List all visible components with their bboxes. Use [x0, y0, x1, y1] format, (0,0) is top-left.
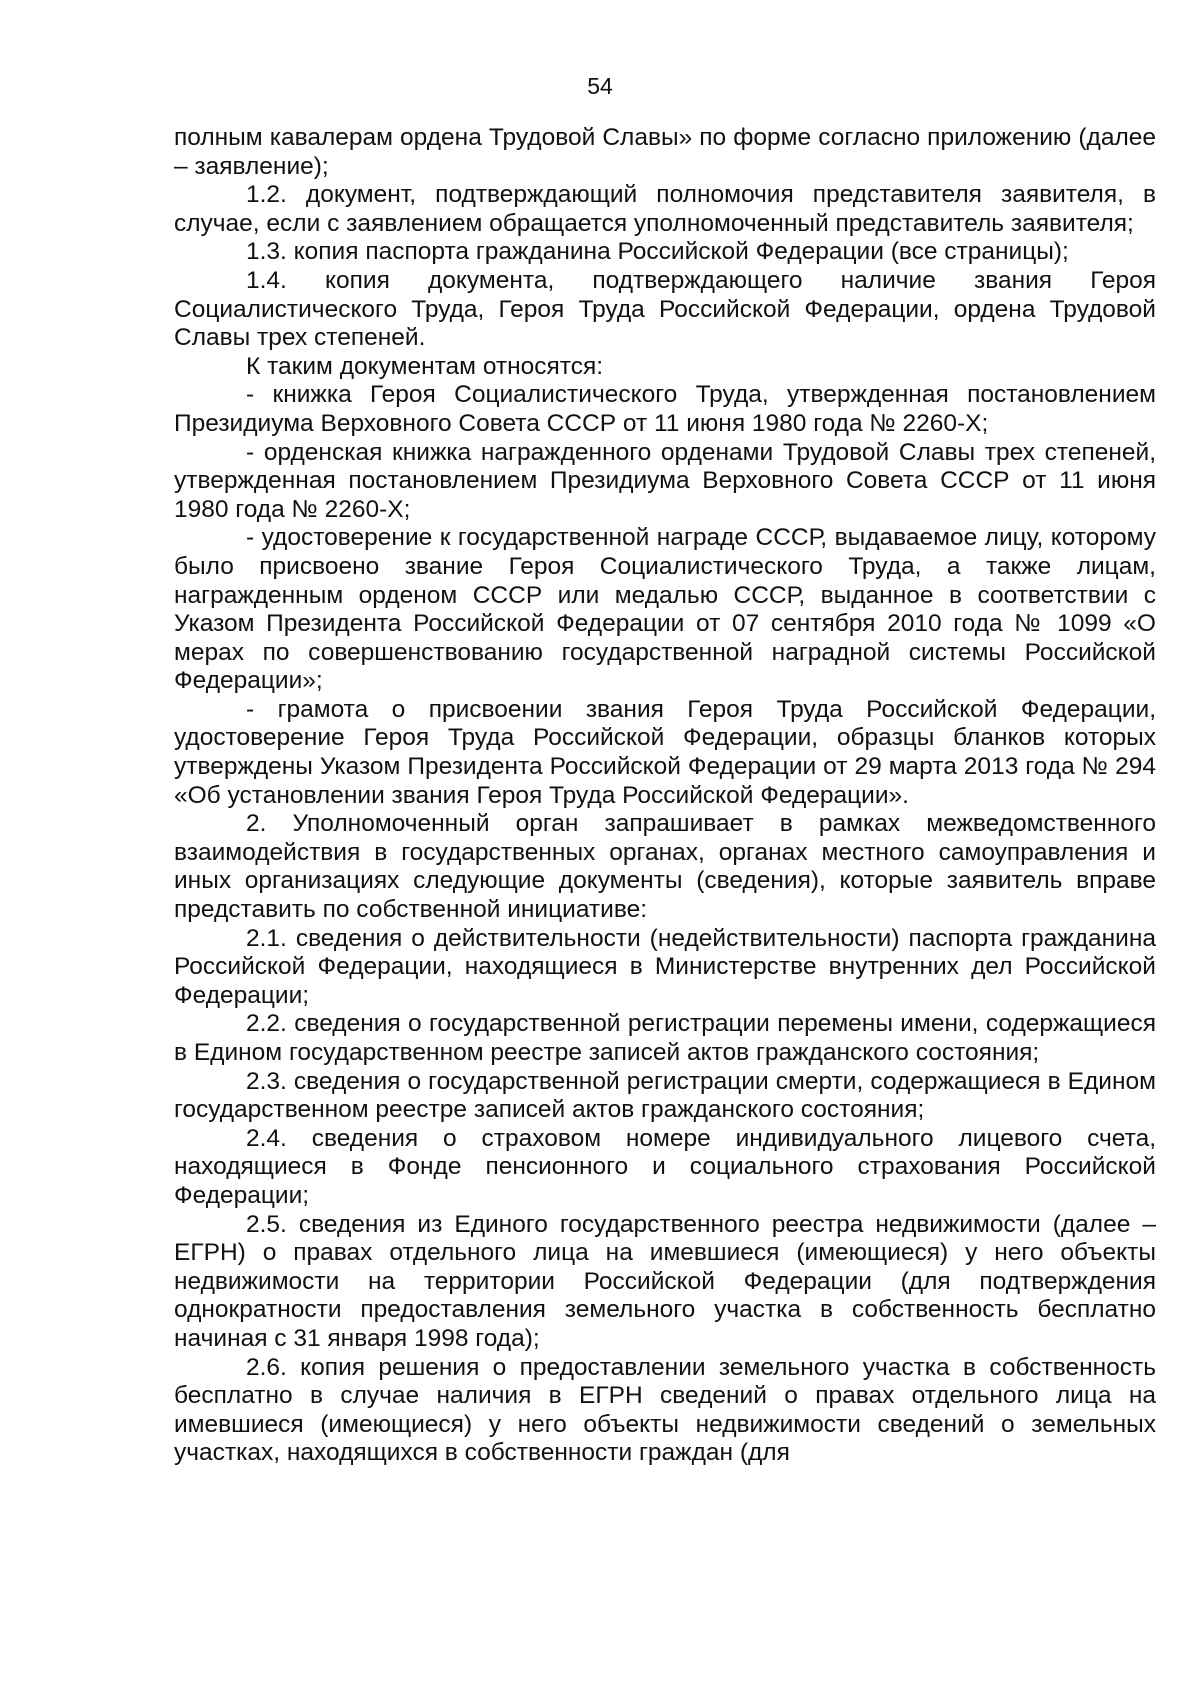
paragraph-2-6: 2.6. копия решения о предоставлении земельного участка в собственность бесплатно в случае наличия в ЕГРН сведений о правах отдельного лица на имевшиеся (имеющиеся) у него объекты недвижимости сведений о земельных участках, находящихся в собственности граждан (для — [174, 1353, 1156, 1467]
paragraph-documents-intro: К таким документам относятся: — [246, 352, 604, 380]
paragraph-1-2: 1.2. документ, подтверждающий полномочия представителя заявителя, в случае, если с заявлением обращается уполномоченный представитель заявителя; — [174, 181, 1156, 237]
list-item-hero-diploma: - грамота о присвоении звания Героя Труда Российской Федерации, удостоверение Героя Труда Российской Федерации, образцы бланков которых утверждены Указом Президента Российской Федерации от 29 марта 2013 года № 294 «Об установлении звания Героя Труда Российской Федерации». — [174, 695, 1156, 809]
paragraph-1-1-continuation: полным кавалерам ордена Трудовой Славы» по форме согласно приложению (далее – заявление); — [174, 124, 1156, 180]
paragraph-2-3: 2.3. сведения о государственной регистрации смерти, содержащиеся в Едином государственном реестре записей актов гражданского состояния; — [174, 1067, 1156, 1124]
body-text — [174, 124, 1156, 1468]
paragraph-2-1: 2.1. сведения о действительности (недействительности) паспорта гражданина Российской Федерации, находящиеся в Министерстве внутренних дел Российской Федерации; — [174, 924, 1156, 1009]
paragraph-2-4: 2.4. сведения о страховом номере индивидуального лицевого счета, находящиеся в Фонде пенсионного и социального страхования Российской Федерации; — [174, 1124, 1156, 1209]
list-item-hero-book: - книжка Героя Социалистического Труда, утвержденная постановлением Президиума Верховного Совета СССР от 11 июня 1980 года № 2260-Х; — [174, 381, 1156, 437]
paragraph-1-4: 1.4. копия документа, подтверждающего наличие звания Героя Социалистического Труда, Героя Труда Российской Федерации, ордена Трудовой Славы трех степеней. — [174, 266, 1156, 352]
page-number: 54 — [587, 73, 613, 99]
paragraph-1-3: 1.3. копия паспорта гражданина Российской Федерации (все страницы); — [246, 238, 1069, 266]
paragraph-2-5: 2.5. сведения из Единого государственного реестра недвижимости (далее – ЕГРН) о правах отдельного лица на имевшиеся (имеющиеся) у него объекты недвижимости на территории Российской Федерации (для подтверждения однократности предоставления земельного участка в собственность бесплатно начиная с 31 января 1998 года); — [174, 1210, 1156, 1352]
list-item-order-book: - орденская книжка награжденного орденами Трудовой Славы трех степеней, утвержденная постановлением Президиума Верховного Совета СССР от 11 июня 1980 года № 2260-Х; — [174, 438, 1156, 523]
paragraph-2-2: 2.2. сведения о государственной регистрации перемены имени, содержащиеся в Едином государственном реестре записей актов гражданского состояния; — [174, 1010, 1156, 1066]
list-item-award-certificate: - удостоверение к государственной награде СССР, выдаваемое лицу, которому было присвоено звание Героя Социалистического Труда, а также лицам, награжденным орденом СССР или медалью СССР, выданное в соответствии с Указом Президента Российской Федерации от 07 сентября 2010 года № 1099 «О мерах по совершенствованию государственной наградной системы Российской Федерации»; — [174, 524, 1156, 695]
paragraph-2: 2. Уполномоченный орган запрашивает в рамках межведомственного взаимодействия в государственных органах, органах местного самоуправления и иных организациях следующие документы (сведения), которые заявитель вправе представить по собственной инициативе: — [174, 810, 1156, 924]
